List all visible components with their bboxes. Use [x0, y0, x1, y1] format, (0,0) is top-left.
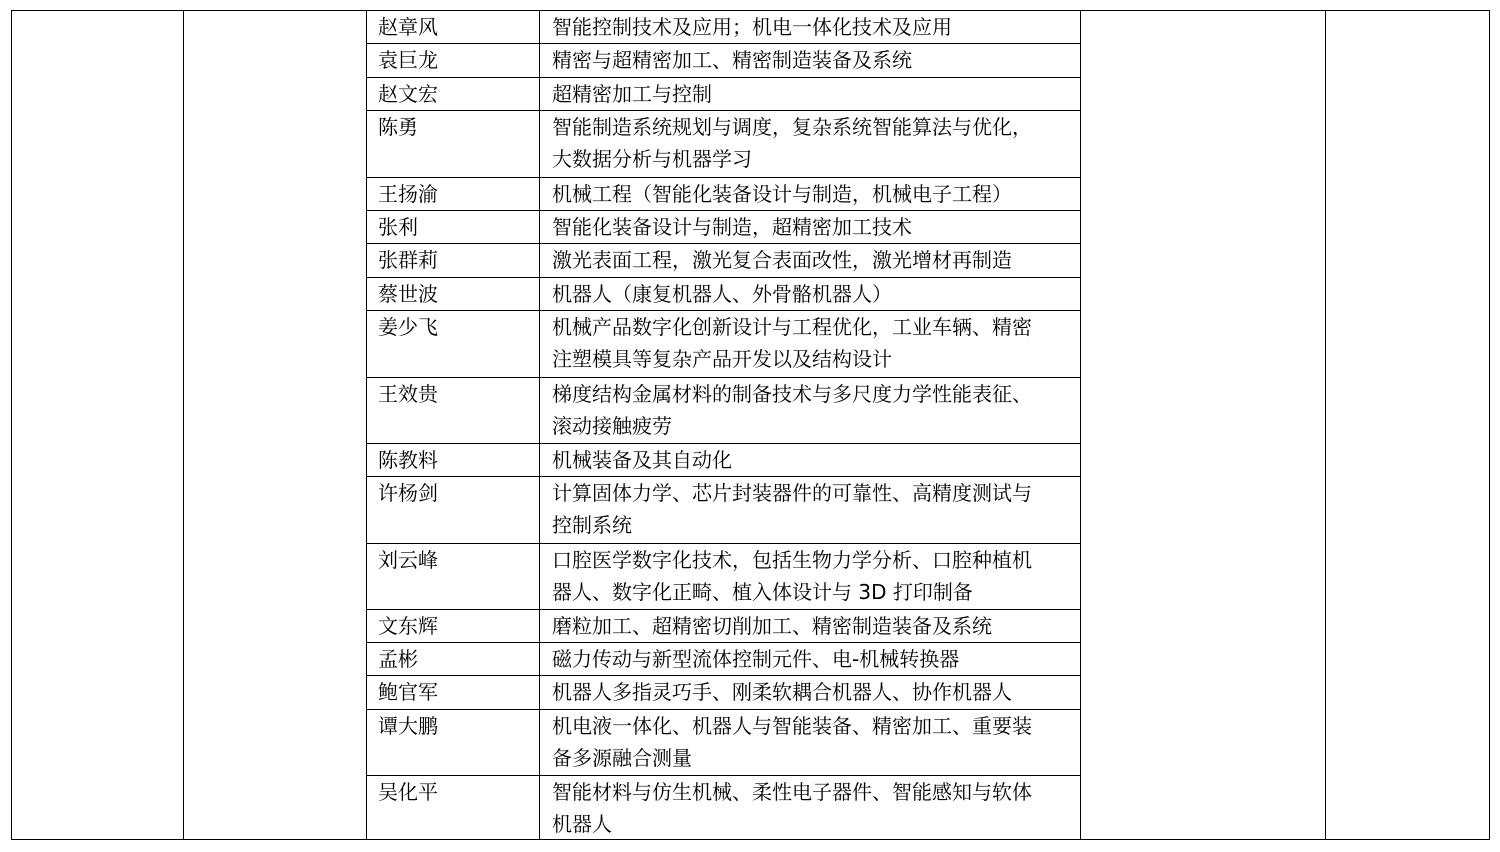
- research-direction: 注塑模具等复杂产品开发以及结构设计: [552, 347, 892, 371]
- table-border-left: [11, 10, 12, 840]
- research-direction: 口腔医学数字化技术，包括生物力学分析、口腔种植机: [552, 548, 1032, 572]
- research-direction: 梯度结构金属材料的制备技术与多尺度力学性能表征、: [552, 382, 1032, 406]
- table-border-right: [1489, 10, 1490, 840]
- expert-name: 文东辉: [378, 614, 438, 638]
- research-direction: 智能控制技术及应用；机电一体化技术及应用: [552, 15, 952, 39]
- expert-name: 赵文宏: [378, 82, 438, 106]
- expert-name: 赵章风: [378, 15, 438, 39]
- expert-name: 许杨剑: [378, 481, 438, 505]
- research-direction: 机电液一体化、机器人与智能装备、精密加工、重要装: [552, 714, 1032, 738]
- research-direction: 机器人: [552, 812, 612, 836]
- research-direction: 激光表面工程，激光复合表面改性，激光增材再制造: [552, 248, 1012, 272]
- column-divider: [1080, 10, 1081, 840]
- expert-name: 鲍官军: [378, 680, 438, 704]
- research-direction: 滚动接触疲劳: [552, 414, 672, 438]
- research-direction: 智能材料与仿生机械、柔性电子器件、智能感知与软体: [552, 780, 1032, 804]
- expert-name: 谭大鹏: [378, 714, 438, 738]
- column-divider: [366, 10, 367, 840]
- expert-name: 吴化平: [378, 780, 438, 804]
- research-direction: 机器人多指灵巧手、刚柔软耦合机器人、协作机器人: [552, 680, 1012, 704]
- research-direction: 磨粒加工、超精密切削加工、精密制造装备及系统: [552, 614, 992, 638]
- research-direction: 磁力传动与新型流体控制元件、电-机械转换器: [552, 647, 960, 671]
- column-divider: [183, 10, 184, 840]
- research-direction: 智能化装备设计与制造，超精密加工技术: [552, 215, 912, 239]
- expert-name: 张群莉: [378, 248, 438, 272]
- research-direction: 智能制造系统规划与调度，复杂系统智能算法与优化，: [552, 115, 1032, 139]
- research-direction: 大数据分析与机器学习: [552, 147, 752, 171]
- expert-name: 王效贵: [378, 382, 438, 406]
- expert-name: 张利: [378, 215, 418, 239]
- expert-name: 陈勇: [378, 115, 418, 139]
- expert-name: 蔡世波: [378, 282, 438, 306]
- expert-name: 姜少飞: [378, 315, 438, 339]
- expert-name: 孟彬: [378, 647, 418, 671]
- research-direction: 超精密加工与控制: [552, 82, 712, 106]
- expert-name: 袁巨龙: [378, 48, 438, 72]
- research-direction: 计算固体力学、芯片封装器件的可靠性、高精度测试与: [552, 481, 1032, 505]
- expert-name: 王扬渝: [378, 182, 438, 206]
- research-direction: 器人、数字化正畸、植入体设计与 3D 打印制备: [552, 580, 973, 604]
- expert-name: 刘云峰: [378, 548, 438, 572]
- research-direction: 机械工程（智能化装备设计与制造，机械电子工程）: [552, 182, 1012, 206]
- expert-name: 陈教料: [378, 448, 438, 472]
- research-direction: 机械装备及其自动化: [552, 448, 732, 472]
- research-direction: 控制系统: [552, 513, 632, 537]
- column-divider: [539, 10, 540, 840]
- research-direction: 机器人（康复机器人、外骨骼机器人）: [552, 282, 892, 306]
- research-direction: 备多源融合测量: [552, 746, 692, 770]
- research-direction: 精密与超精密加工、精密制造装备及系统: [552, 48, 912, 72]
- research-direction: 机械产品数字化创新设计与工程优化，工业车辆、精密: [552, 315, 1032, 339]
- column-divider: [1325, 10, 1326, 840]
